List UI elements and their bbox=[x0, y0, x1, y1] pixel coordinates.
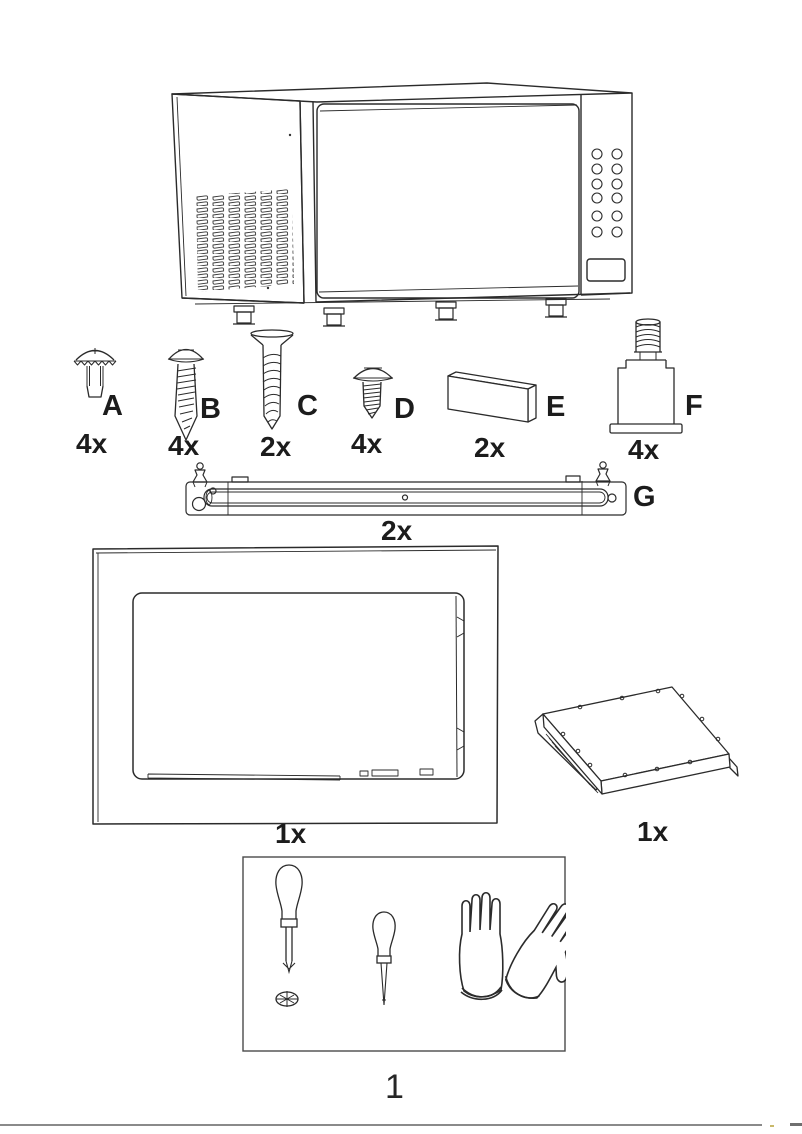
microwave-oven-drawing bbox=[150, 56, 650, 334]
part-label-c: C bbox=[297, 390, 318, 422]
footer-speck-artifact bbox=[770, 1125, 774, 1127]
trim-frame-qty: 1x bbox=[275, 818, 307, 849]
part-label-d: D bbox=[394, 393, 415, 425]
duct-box-drawing bbox=[530, 680, 745, 805]
foot-f-drawing bbox=[604, 314, 686, 436]
footer-rule-end-segment bbox=[790, 1123, 802, 1126]
part-qty-d: 4x bbox=[351, 428, 383, 459]
page-footer-rule bbox=[0, 1124, 762, 1126]
flat-screwdriver-drawing bbox=[373, 912, 395, 1005]
phillips-screwdriver-drawing bbox=[276, 865, 302, 1007]
spacer-plate-e-drawing bbox=[444, 368, 544, 428]
part-qty-g: 2x bbox=[381, 515, 413, 546]
trim-frame-drawing bbox=[88, 544, 503, 828]
part-qty-b: 4x bbox=[168, 430, 200, 461]
screw-c-drawing bbox=[248, 328, 296, 432]
part-label-g: G bbox=[633, 481, 656, 513]
duct-box-qty: 1x bbox=[637, 816, 669, 847]
part-qty-f: 4x bbox=[628, 434, 660, 465]
part-label-f: F bbox=[685, 390, 703, 422]
part-label-a: A bbox=[102, 390, 123, 422]
part-label-b: B bbox=[200, 393, 221, 425]
screw-d-drawing bbox=[350, 362, 396, 422]
part-label-e: E bbox=[546, 391, 566, 423]
tools-box-drawing bbox=[242, 856, 566, 1052]
part-qty-a: 4x bbox=[76, 428, 108, 459]
mounting-rail-g-drawing bbox=[180, 458, 632, 520]
gloves-drawing bbox=[460, 893, 566, 1012]
part-qty-c: 2x bbox=[260, 431, 292, 462]
page-number: 1 bbox=[385, 1068, 404, 1106]
part-qty-e: 2x bbox=[474, 432, 506, 463]
